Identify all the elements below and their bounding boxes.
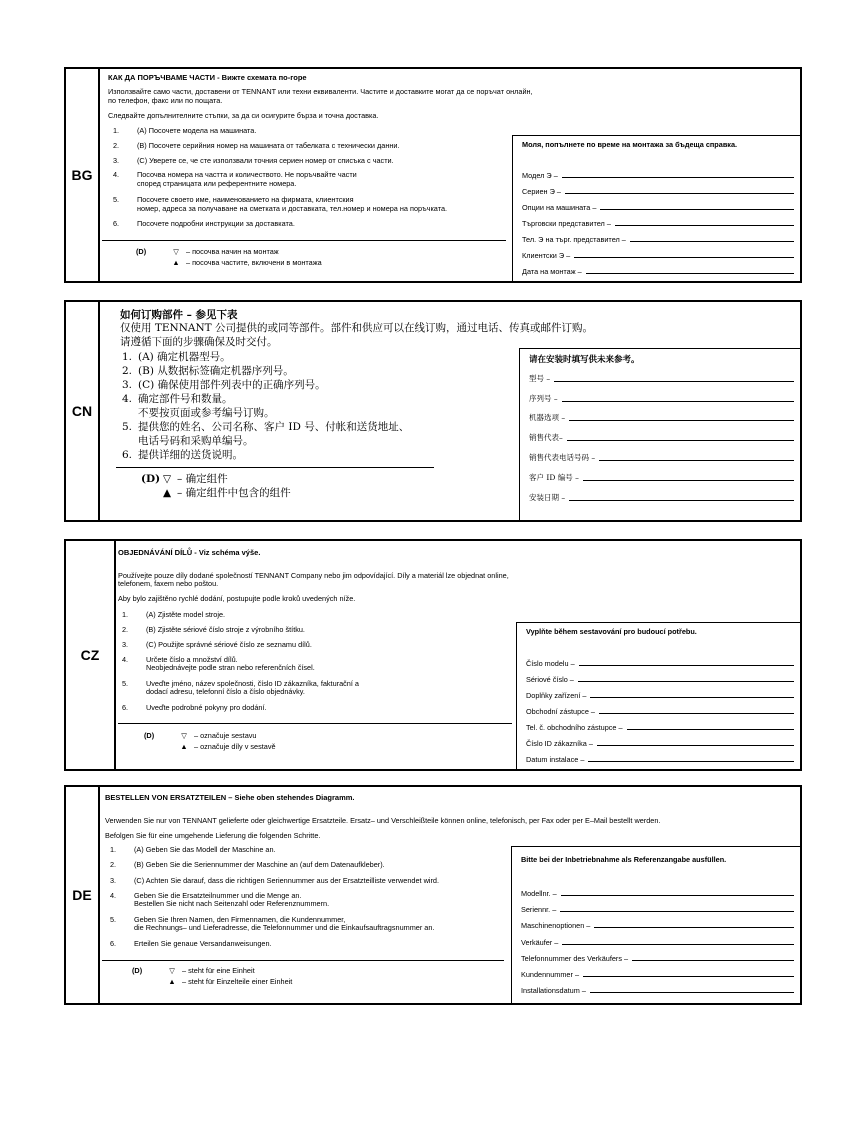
- section-de: DE BESTELLEN VON ERSATZTEILEN – Siehe oben stehendes Diagramm. Verwenden Sie nur von TENNANT gelieferte oder gleichwertige Ersatzteile. Ersatz– und Verschleißteile können online, telefonisch, per Fax oder per E–Mail bestellt werden. Befolgen Sie für eine umgehende Lieferung die folgenden Schritte. 1. (A) Geben Sie das Modell der Maschine an. 2. (B) Geben Sie die Seriennummer der Maschine an (auf dem Datenaufkleber). 3. (C) Achten Sie darauf, dass die richtigen Seriennummer aus der Ersatzteilliste verwendet wird. 4. Geben Sie die Ersatzteilnummer und die Menge an. Bestellen Sie nicht nach Seitenzahl oder Referenznummern. 5. Geben Sie Ihren Namen, den Firmennamen, die Kundennummer, die Rechnungs– und Lieferadresse, die Telefonnummer und die Einkaufsauftragsnummer an. 6. Erteilen Sie genaue Versandanweisungen. (D) ▽ – steht für eine Einheit ▲ – steht für Einzelteile einer Einheit Bitte bei der Inbetriebnahme als Referenzangabe ausfüllen. Modellnr. – Seriennr. – Maschinenoptionen – Verkäufer – Telefonnummer des Verkäufers – Kundennummer – Installationsdatum –: [64, 785, 802, 1005]
- legend: (D) ▽ – посочва начин на монтаж ▲ – посочва частите, включени в монтажа: [136, 247, 322, 267]
- divider: [118, 723, 512, 724]
- filled-triangle-icon: ▲: [162, 487, 172, 499]
- open-triangle-icon: ▽: [173, 247, 179, 256]
- form-field[interactable]: 机器选项 –: [529, 412, 794, 423]
- form-field[interactable]: 销售代表–: [529, 432, 794, 443]
- form-field[interactable]: Търговски представител –: [522, 217, 794, 228]
- follow-steps-text: Следвайте допълнителните стъпки, за да си осигурите бърза и точна доставка.: [108, 111, 379, 120]
- form-field[interactable]: 序列号 –: [529, 393, 794, 404]
- form-field[interactable]: Seriennr. –: [521, 903, 794, 914]
- language-code: BG: [66, 69, 100, 281]
- form-field[interactable]: Doplňky zařízení –: [526, 689, 794, 700]
- form-heading: Моля, попълнете по време на монтажа за бъдеща справка.: [522, 140, 738, 149]
- intro-line: Използвайте само части, доставени от TENNANT или техни еквиваленти. Частите и доставките могат да се поръчат онлайн,: [108, 87, 533, 96]
- form-field[interactable]: 安装日期 –: [529, 492, 794, 503]
- form-field[interactable]: Obchodní zástupce –: [526, 705, 794, 716]
- form-field[interactable]: Datum instalace –: [526, 753, 794, 764]
- filled-triangle-icon: ▲: [180, 742, 188, 751]
- form-field[interactable]: Сериен Э –: [522, 185, 794, 196]
- reference-form: [512, 135, 800, 281]
- form-field[interactable]: 销售代表电话号码 –: [529, 452, 794, 463]
- section-cz: CZ OBJEDNÁVÁNÍ DÍLŮ - Viz schéma výše. Používejte pouze díly dodané společností TENNANT Company nebo jim odpovídající. Díly a materiál lze objednat online, telefonem, faxem nebo poštou. Aby bylo zajištěno rychlé dodání, postupujte podle kroků uvedených níže. 1. (A) Zjistěte model stroje. 2. (B) Zjistěte sériové číslo stroje z výrobního štítku. 3. (C) Použijte správné sériové číslo ze seznamu dílů. 4. Určete číslo a množství dílů. Neobjednávejte podle stran nebo referenčních čísel. 5. Uveďte jméno, název společnosti, číslo ID zákazníka, fakturační a dodací adresu, telefonní číslo a číslo objednávky. 6. Uveďte podrobné pokyny pro dodání. (D) ▽ – označuje sestavu ▲ – označuje díly v sestavě Vyplňte během sestavování pro budoucí potřebu. Číslo modelu – Sériové číslo – Doplňky zařízení – Obchodní zástupce – Tel. č. obchodního zástupce – Číslo ID zákazníka – Datum instalace –: [64, 539, 802, 771]
- form-field[interactable]: Клиентски Э –: [522, 249, 794, 260]
- intro-line: 仅使用 TENNANT 公司提供的或同等部件。部件和供应可以在线订购，通过电话、传真或邮件订购。: [120, 322, 593, 334]
- open-triangle-icon: ▽: [169, 966, 175, 975]
- follow-steps-text: 请遵循下面的步骤确保及时交付。: [120, 336, 278, 348]
- open-triangle-icon: ▽: [162, 473, 172, 485]
- filled-triangle-icon: ▲: [172, 258, 180, 267]
- divider: [102, 240, 506, 241]
- legend: (D) ▽ – 确定组件 ▲ – 确定组件中包含的组件: [141, 473, 291, 499]
- form-field[interactable]: Verkäufer –: [521, 936, 794, 947]
- form-heading: Vyplňte během sestavování pro budoucí potřebu.: [526, 627, 697, 636]
- divider: [116, 467, 434, 468]
- intro-line: по телефон, факс или по пощата.: [108, 96, 223, 105]
- form-field[interactable]: Дата на монтаж –: [522, 265, 794, 276]
- form-field[interactable]: Тел. Э на търг. представител –: [522, 233, 794, 244]
- section-cn: CN 如何订购部件 – 参见下表 仅使用 TENNANT 公司提供的或同等部件。部件和供应可以在线订购，通过电话、传真或邮件订购。 请遵循下面的步骤确保及时交付。 1. (A) 确定机器型号。 2. (B) 从数据标签确定机器序列号。 3. (C) 确保使用部件列表中的正确序列号。 4. 确定部件号和数量。 不要按页面或参考编号订购。 5. 提供您的姓名、公司名称、客户 ID 号、付帐和送货地址、 电话号码和采购单编号。 6. 提供详细的送货说明。 (D) ▽ – 确定组件 ▲ – 确定组件中包含的组件 请在安装时填写供未来参考。 型号 – 序列号 – 机器选项 – 销售代表– 销售代表电话号码 – 客户 ID 编号 – 安装日期 –: [64, 300, 802, 522]
- reference-form: [511, 846, 800, 1003]
- divider: [102, 960, 504, 961]
- intro-line: telefonem, faxem nebo poštou.: [118, 579, 219, 588]
- form-field[interactable]: Модел Э –: [522, 169, 794, 180]
- form-heading: Bitte bei der Inbetriebnahme als Referenzangabe ausfüllen.: [521, 855, 727, 864]
- legend: (D) ▽ – steht für eine Einheit ▲ – steht für Einzelteile einer Einheit: [132, 966, 293, 986]
- form-field[interactable]: Kundennummer –: [521, 968, 794, 979]
- form-field[interactable]: 客户 ID 编号 –: [529, 472, 794, 483]
- language-code: CZ: [66, 541, 116, 769]
- form-field[interactable]: Sériové číslo –: [526, 673, 794, 684]
- form-field[interactable]: Číslo modelu –: [526, 657, 794, 668]
- follow-steps-text: Befolgen Sie für eine umgehende Lieferung die folgenden Schritte.: [105, 831, 321, 840]
- form-field[interactable]: Maschinenoptionen –: [521, 919, 794, 930]
- form-heading: 请在安装时填写供未来参考。: [529, 355, 640, 365]
- reference-form: [516, 622, 800, 769]
- form-field[interactable]: Опции на машината –: [522, 201, 794, 212]
- legend: (D) ▽ – označuje sestavu ▲ – označuje díly v sestavě: [144, 731, 276, 751]
- intro-line: Verwenden Sie nur von TENNANT gelieferte oder gleichwertige Ersatzteile. Ersatz– und Verschleißteile können online, telefonisch, per Fax oder per E–Mail bestellt werden.: [105, 816, 661, 825]
- language-code: CN: [66, 302, 100, 520]
- intro-line: Používejte pouze díly dodané společností TENNANT Company nebo jim odpovídající. Díly a materiál lze objednat online,: [118, 571, 509, 580]
- form-field[interactable]: Installationsdatum –: [521, 984, 794, 995]
- section-bg: BG КАК ДА ПОРЪЧВАМЕ ЧАСТИ - Вижте схемата по-горе Използвайте само части, доставени от TENNANT или техни еквиваленти. Частите и доставките могат да се поръчат онлайн, по телефон, факс или по пощата. Следвайте допълнителните стъпки, за да си осигурите бърза и точна доставка. 1. (A) Посочете модела на машината. 2. (B) Посочете серийния номер на машината от табелката с технически данни. 3. (C) Уверете се, че сте използвали точния сериен номер от списъка с части. 4. Посочва номера на частта и количеството. Не поръчвайте части според страницата или референтните номера. 5. Посочете своето име, наименованието на фирмата, клиентския номер, адреса за получаване на сметката и доставката, тел.номер и номера на поръчката. 6. Посочете подробни инструкции за доставката. (D) ▽ – посочва начин на монтаж ▲ – посочва частите, включени в монтажа Моля, попълнете по време на монтажа за бъдеща справка. Модел Э – Сериен Э – Опции на машината – Търговски представител – Тел. Э на търг. представител – Клиентски Э – Дата на монтаж –: [64, 67, 802, 283]
- section-title: 如何订购部件 – 参见下表: [120, 309, 238, 321]
- form-field[interactable]: Modellnr. –: [521, 887, 794, 898]
- open-triangle-icon: ▽: [181, 731, 187, 740]
- form-field[interactable]: Tel. č. obchodního zástupce –: [526, 721, 794, 732]
- follow-steps-text: Aby bylo zajištěno rychlé dodání, postupujte podle kroků uvedených níže.: [118, 594, 356, 603]
- language-code: DE: [66, 787, 100, 1003]
- reference-form: [519, 348, 800, 520]
- filled-triangle-icon: ▲: [168, 977, 176, 986]
- form-field[interactable]: 型号 –: [529, 373, 794, 384]
- form-field[interactable]: Telefonnummer des Verkäufers –: [521, 952, 794, 963]
- section-title: OBJEDNÁVÁNÍ DÍLŮ - Viz schéma výše.: [118, 548, 261, 557]
- section-title: КАК ДА ПОРЪЧВАМЕ ЧАСТИ - Вижте схемата по-горе: [108, 73, 307, 82]
- form-field[interactable]: Číslo ID zákazníka –: [526, 737, 794, 748]
- section-title: BESTELLEN VON ERSATZTEILEN – Siehe oben stehendes Diagramm.: [105, 793, 355, 802]
